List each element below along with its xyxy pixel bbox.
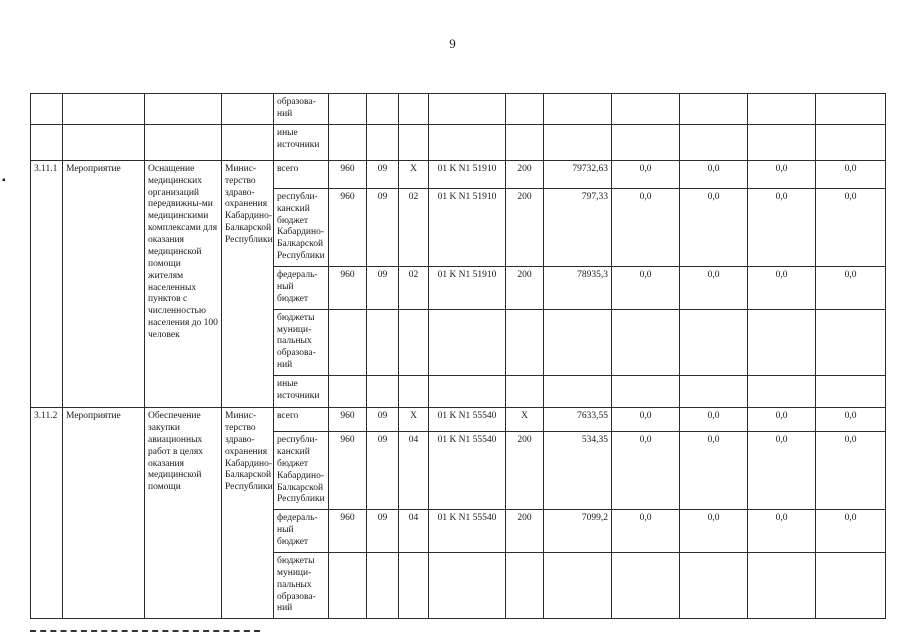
- source-cell: республи-канский бюджет Кабардино-Балкарской Республики: [274, 432, 329, 510]
- csr-cell: [429, 94, 506, 125]
- source-cell: иные источники: [274, 124, 329, 160]
- source-cell: республи-канский бюджет Кабардино-Балкарской Республики: [274, 188, 329, 266]
- year4-cell: [816, 124, 886, 160]
- ministry-cell: Минис-терство здраво-охранения Кабардино-Балкарской Республики: [222, 160, 274, 407]
- rz-cell: [367, 552, 399, 618]
- vr-cell: [506, 94, 544, 125]
- amount-cell: [544, 94, 612, 125]
- margin-mark: ▪: [2, 175, 6, 186]
- source-cell: иные источники: [274, 376, 329, 408]
- year2-cell: [680, 124, 748, 160]
- csr-cell: 01 K N1 55540: [429, 510, 506, 553]
- budget-table: [30, 93, 886, 619]
- desc-cell: Обеспечение закупки авиационных работ в целях оказания медицинской помощи: [145, 408, 222, 619]
- csr-cell: 01 K N1 51910: [429, 160, 506, 188]
- pr-cell: X: [399, 408, 429, 432]
- rz-cell: [367, 376, 399, 408]
- grbs-cell: [329, 94, 367, 125]
- year4-cell: 0,0: [816, 510, 886, 553]
- year2-cell: 0,0: [680, 160, 748, 188]
- kind-cell: Мероприятие: [63, 160, 145, 407]
- ministry-cell: [222, 124, 274, 160]
- csr-cell: [429, 552, 506, 618]
- year2-cell: 0,0: [680, 408, 748, 432]
- source-cell: бюджеты муници-пальных образова-ний: [274, 552, 329, 618]
- page-number: 9: [449, 36, 456, 51]
- year3-cell: [748, 376, 816, 408]
- year4-cell: [816, 552, 886, 618]
- year3-cell: 0,0: [748, 408, 816, 432]
- code-cell: [31, 94, 63, 125]
- csr-cell: 01 K N1 55540: [429, 408, 506, 432]
- pr-cell: [399, 309, 429, 375]
- code-cell: [31, 124, 63, 160]
- year4-cell: 0,0: [816, 267, 886, 310]
- year4-cell: [816, 94, 886, 125]
- grbs-cell: [329, 552, 367, 618]
- year4-cell: 0,0: [816, 408, 886, 432]
- year1-cell: 0,0: [612, 408, 680, 432]
- year1-cell: 0,0: [612, 267, 680, 310]
- rz-cell: [367, 94, 399, 125]
- year2-cell: 0,0: [680, 432, 748, 510]
- grbs-cell: [329, 124, 367, 160]
- pr-cell: [399, 376, 429, 408]
- table-row: [31, 160, 886, 188]
- csr-cell: [429, 124, 506, 160]
- code-cell: 3.11.2: [31, 408, 63, 619]
- year1-cell: 0,0: [612, 510, 680, 553]
- amount-cell: 78935,3: [544, 267, 612, 310]
- csr-cell: 01 K N1 55540: [429, 432, 506, 510]
- year3-cell: [748, 124, 816, 160]
- bottom-rule: [30, 630, 260, 632]
- ministry-cell: Минис-терство здраво-охранения Кабардино-Балкарской Республики: [222, 408, 274, 619]
- year1-cell: [612, 309, 680, 375]
- vr-cell: [506, 309, 544, 375]
- year1-cell: [612, 124, 680, 160]
- year3-cell: 0,0: [748, 510, 816, 553]
- year1-cell: [612, 94, 680, 125]
- year3-cell: [748, 94, 816, 125]
- amount-cell: [544, 376, 612, 408]
- table-row: [31, 94, 886, 125]
- grbs-cell: 960: [329, 188, 367, 266]
- source-cell: образова- ний: [274, 94, 329, 125]
- year3-cell: 0,0: [748, 160, 816, 188]
- code-cell: 3.11.1: [31, 160, 63, 407]
- vr-cell: 200: [506, 510, 544, 553]
- year4-cell: 0,0: [816, 160, 886, 188]
- year3-cell: [748, 552, 816, 618]
- rz-cell: 09: [367, 267, 399, 310]
- amount-cell: [544, 124, 612, 160]
- pr-cell: 02: [399, 188, 429, 266]
- year2-cell: [680, 94, 748, 125]
- source-cell: бюджеты муници-пальных образова-ний: [274, 309, 329, 375]
- grbs-cell: 960: [329, 267, 367, 310]
- rz-cell: 09: [367, 160, 399, 188]
- amount-cell: [544, 309, 612, 375]
- rz-cell: 09: [367, 408, 399, 432]
- year4-cell: 0,0: [816, 188, 886, 266]
- table-row: [31, 124, 886, 160]
- vr-cell: 200: [506, 432, 544, 510]
- rz-cell: 09: [367, 188, 399, 266]
- vr-cell: 200: [506, 188, 544, 266]
- vr-cell: [506, 376, 544, 408]
- grbs-cell: 960: [329, 510, 367, 553]
- grbs-cell: [329, 309, 367, 375]
- rz-cell: 09: [367, 510, 399, 553]
- vr-cell: X: [506, 408, 544, 432]
- csr-cell: [429, 309, 506, 375]
- pr-cell: 04: [399, 432, 429, 510]
- pr-cell: [399, 94, 429, 125]
- vr-cell: 200: [506, 160, 544, 188]
- year2-cell: 0,0: [680, 188, 748, 266]
- rz-cell: [367, 124, 399, 160]
- grbs-cell: 960: [329, 160, 367, 188]
- year2-cell: [680, 376, 748, 408]
- grbs-cell: [329, 376, 367, 408]
- source-cell: всего: [274, 160, 329, 188]
- source-cell: федераль-ный бюджет: [274, 510, 329, 553]
- year2-cell: [680, 552, 748, 618]
- pr-cell: 04: [399, 510, 429, 553]
- vr-cell: [506, 552, 544, 618]
- amount-cell: 7633,55: [544, 408, 612, 432]
- source-cell: федераль-ный бюджет: [274, 267, 329, 310]
- year3-cell: 0,0: [748, 188, 816, 266]
- rz-cell: [367, 309, 399, 375]
- vr-cell: [506, 124, 544, 160]
- desc-cell: [145, 94, 222, 125]
- year4-cell: 0,0: [816, 432, 886, 510]
- csr-cell: 01 K N1 51910: [429, 267, 506, 310]
- year1-cell: [612, 376, 680, 408]
- amount-cell: 7099,2: [544, 510, 612, 553]
- year1-cell: 0,0: [612, 188, 680, 266]
- year4-cell: [816, 309, 886, 375]
- kind-cell: [63, 124, 145, 160]
- budget-table-body: [31, 94, 886, 619]
- year2-cell: [680, 309, 748, 375]
- vr-cell: 200: [506, 267, 544, 310]
- csr-cell: [429, 376, 506, 408]
- pr-cell: [399, 124, 429, 160]
- year3-cell: 0,0: [748, 432, 816, 510]
- pr-cell: 02: [399, 267, 429, 310]
- amount-cell: 79732,63: [544, 160, 612, 188]
- ministry-cell: [222, 94, 274, 125]
- kind-cell: [63, 94, 145, 125]
- rz-cell: 09: [367, 432, 399, 510]
- desc-cell: Оснащение медицинских организаций передвижны-ми медицинскими комплексами для оказания медицинской помощи жителям населенных пунктов с численностью населения до 100 человек: [145, 160, 222, 407]
- year2-cell: 0,0: [680, 267, 748, 310]
- year1-cell: 0,0: [612, 160, 680, 188]
- amount-cell: 797,33: [544, 188, 612, 266]
- pr-cell: [399, 552, 429, 618]
- year4-cell: [816, 376, 886, 408]
- year3-cell: [748, 309, 816, 375]
- csr-cell: 01 K N1 51910: [429, 188, 506, 266]
- grbs-cell: 960: [329, 408, 367, 432]
- year1-cell: [612, 552, 680, 618]
- amount-cell: 534,35: [544, 432, 612, 510]
- desc-cell: [145, 124, 222, 160]
- year3-cell: 0,0: [748, 267, 816, 310]
- grbs-cell: 960: [329, 432, 367, 510]
- amount-cell: [544, 552, 612, 618]
- pr-cell: X: [399, 160, 429, 188]
- year1-cell: 0,0: [612, 432, 680, 510]
- kind-cell: Мероприятие: [63, 408, 145, 619]
- year2-cell: 0,0: [680, 510, 748, 553]
- table-row: [31, 408, 886, 432]
- source-cell: всего: [274, 408, 329, 432]
